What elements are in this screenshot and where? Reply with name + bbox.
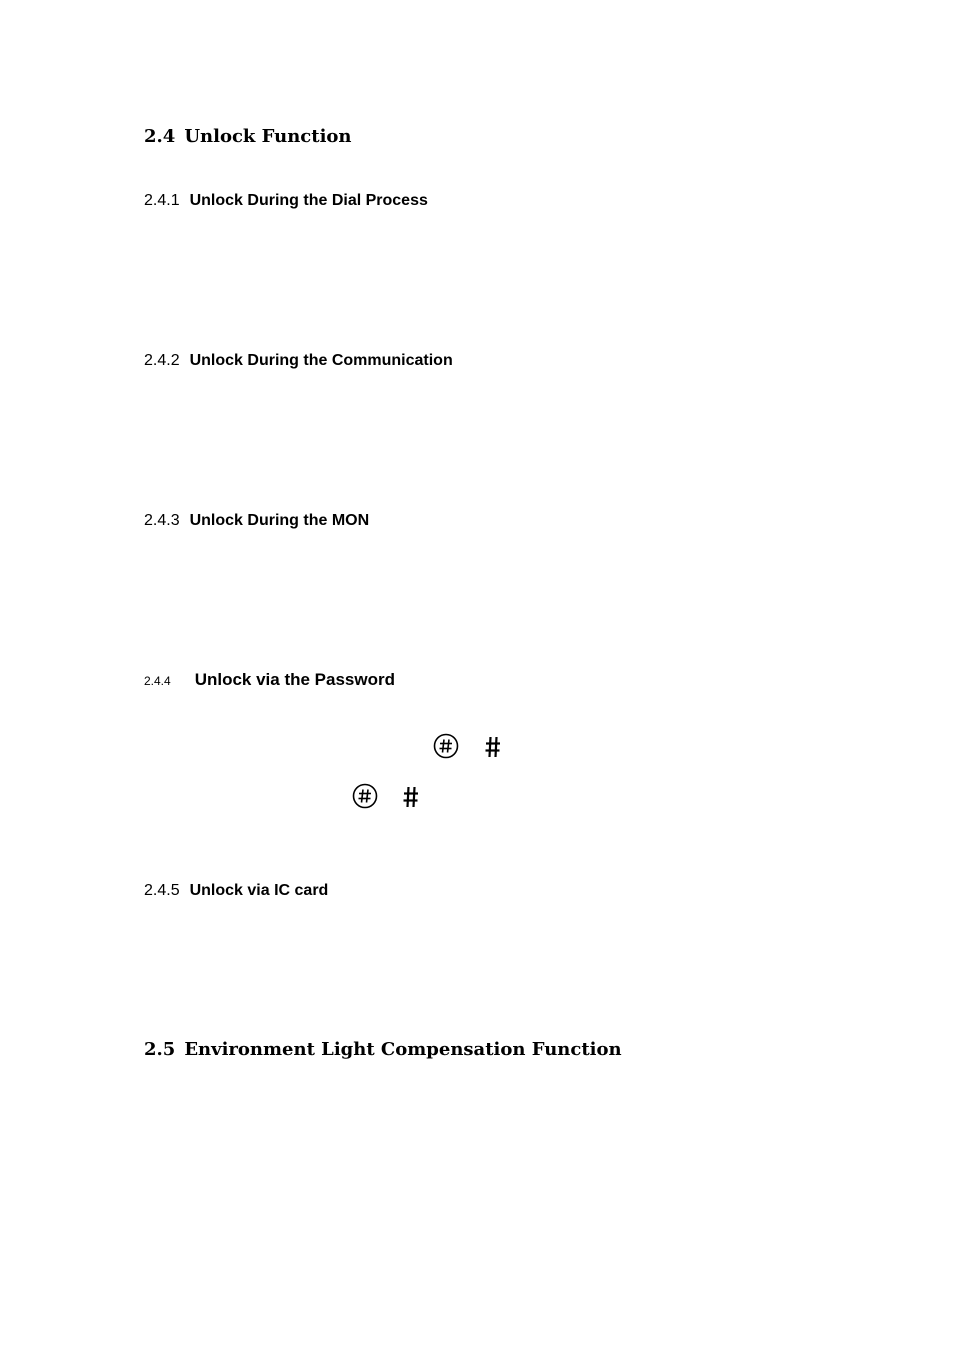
section-title: Unlock via IC card	[189, 882, 329, 899]
heading-2-4-4	[144, 670, 395, 691]
section-title: Unlock During the Dial Process	[189, 192, 428, 209]
heading-2-4	[144, 126, 352, 148]
circled-hash-key-icon	[433, 733, 459, 759]
circled-hash-key-icon	[352, 783, 378, 809]
section-title: Unlock Function	[184, 126, 352, 147]
heading-2-4-2	[144, 351, 453, 371]
hash-key-icon	[485, 736, 501, 758]
heading-2-4-5	[144, 881, 328, 901]
section-title: Unlock During the MON	[189, 512, 370, 529]
section-number: 2.4.4	[144, 674, 171, 688]
section-number: 2.5	[144, 1039, 176, 1060]
section-number: 2.4.3	[144, 512, 180, 529]
section-number: 2.4.1	[144, 192, 180, 209]
section-number: 2.4	[144, 126, 176, 147]
heading-2-4-1	[144, 191, 428, 211]
heading-2-5	[144, 1039, 622, 1061]
heading-2-4-3	[144, 511, 369, 531]
hash-key-icon	[403, 786, 419, 808]
section-number: 2.4.2	[144, 352, 180, 369]
section-title: Unlock During the Communication	[189, 352, 453, 369]
section-number: 2.4.5	[144, 882, 180, 899]
section-title: Environment Light Compensation Function	[184, 1039, 622, 1060]
section-title: Unlock via the Password	[194, 670, 395, 689]
